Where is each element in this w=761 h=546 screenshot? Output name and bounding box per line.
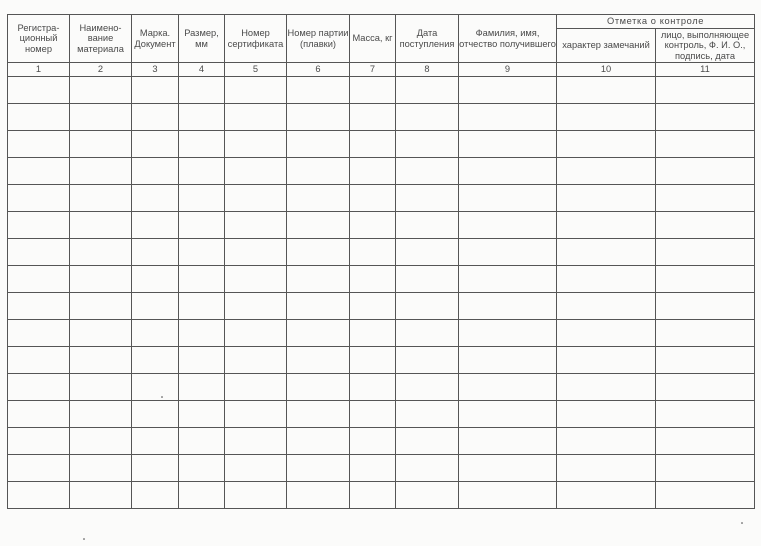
table-row: [8, 212, 755, 239]
empty-cell: [656, 266, 755, 293]
empty-cell: [179, 104, 225, 131]
empty-cell: [225, 347, 287, 374]
empty-cell: [8, 158, 70, 185]
empty-cell: [8, 293, 70, 320]
empty-cell: [656, 104, 755, 131]
empty-cell: [225, 374, 287, 401]
empty-cell: [350, 347, 396, 374]
table-row: [8, 185, 755, 212]
empty-cell: [350, 482, 396, 509]
empty-cell: [459, 239, 557, 266]
empty-cell: [179, 482, 225, 509]
empty-cell: [396, 428, 459, 455]
empty-cell: [70, 212, 132, 239]
empty-cell: [396, 77, 459, 104]
empty-cell: [70, 347, 132, 374]
empty-cell: [656, 347, 755, 374]
empty-cell: [557, 347, 656, 374]
empty-cell: [225, 320, 287, 347]
column-number: 5: [225, 63, 287, 77]
empty-cell: [179, 266, 225, 293]
empty-cell: [459, 77, 557, 104]
empty-cell: [132, 185, 179, 212]
empty-cell: [8, 104, 70, 131]
empty-cell: [557, 131, 656, 158]
empty-cell: [396, 158, 459, 185]
empty-cell: [179, 293, 225, 320]
empty-cell: [656, 239, 755, 266]
table-row: [8, 239, 755, 266]
empty-cell: [132, 293, 179, 320]
empty-cell: [557, 482, 656, 509]
empty-cell: [287, 131, 350, 158]
empty-cell: [225, 158, 287, 185]
empty-cell: [557, 185, 656, 212]
header-recipient-name: Фамилия, имя, отчество получившего: [459, 15, 557, 63]
table-row: [8, 428, 755, 455]
empty-cell: [8, 212, 70, 239]
empty-cell: [557, 293, 656, 320]
header-control-mark: Отметка о контроле: [557, 15, 755, 29]
empty-cell: [656, 374, 755, 401]
empty-cell: [8, 374, 70, 401]
empty-cell: [8, 455, 70, 482]
empty-cell: [8, 131, 70, 158]
empty-cell: [396, 482, 459, 509]
empty-cell: [557, 158, 656, 185]
empty-cell: [459, 266, 557, 293]
empty-cell: [8, 266, 70, 293]
empty-cell: [179, 401, 225, 428]
empty-cell: [179, 428, 225, 455]
empty-cell: [350, 266, 396, 293]
empty-cell: [70, 320, 132, 347]
empty-cell: [557, 401, 656, 428]
column-number: 7: [350, 63, 396, 77]
table-row: [8, 293, 755, 320]
empty-cell: [132, 212, 179, 239]
empty-cell: [287, 158, 350, 185]
column-number: 8: [396, 63, 459, 77]
empty-cell: [396, 347, 459, 374]
empty-cell: [350, 77, 396, 104]
empty-cell: [287, 293, 350, 320]
form-sheet: [7, 14, 754, 515]
empty-cell: [132, 482, 179, 509]
empty-cell: [656, 428, 755, 455]
empty-cell: [8, 347, 70, 374]
empty-cell: [350, 401, 396, 428]
column-number: 1: [8, 63, 70, 77]
empty-cell: [287, 212, 350, 239]
header-mass: Масса, кг: [350, 15, 396, 63]
empty-cell: [656, 77, 755, 104]
header-inspector: лицо, выполняющее контроль, Ф. И. О., подпись, дата: [656, 29, 755, 63]
empty-cell: [557, 77, 656, 104]
empty-cell: [396, 239, 459, 266]
empty-cell: [350, 158, 396, 185]
empty-cell: [656, 320, 755, 347]
header-batch-number: Номер партии (плавки): [287, 15, 350, 63]
empty-cell: [350, 293, 396, 320]
empty-cell: [557, 239, 656, 266]
empty-cell: [396, 266, 459, 293]
empty-cell: [70, 77, 132, 104]
empty-cell: [287, 239, 350, 266]
empty-cell: [287, 347, 350, 374]
empty-cell: [70, 293, 132, 320]
empty-cell: [225, 77, 287, 104]
empty-cell: [287, 77, 350, 104]
empty-cell: [225, 266, 287, 293]
empty-cell: [179, 455, 225, 482]
empty-cell: [396, 104, 459, 131]
column-number: 2: [70, 63, 132, 77]
empty-cell: [179, 131, 225, 158]
header-receipt-date: Дата поступления: [396, 15, 459, 63]
header-certificate-number: Номер сертификата: [225, 15, 287, 63]
empty-cell: [225, 293, 287, 320]
empty-cell: [179, 77, 225, 104]
empty-cell: [132, 104, 179, 131]
empty-cell: [287, 428, 350, 455]
header-material-name: Наимено-вание материала: [70, 15, 132, 63]
empty-cell: [350, 131, 396, 158]
column-number: 11: [656, 63, 755, 77]
empty-cell: [132, 131, 179, 158]
empty-cell: [459, 131, 557, 158]
empty-cell: [459, 482, 557, 509]
empty-cell: [70, 455, 132, 482]
empty-cell: [287, 455, 350, 482]
empty-cell: [132, 428, 179, 455]
empty-cell: [350, 239, 396, 266]
empty-cell: [656, 293, 755, 320]
empty-cell: [557, 104, 656, 131]
table-row: [8, 131, 755, 158]
empty-cell: [179, 320, 225, 347]
empty-cell: [396, 374, 459, 401]
empty-cell: [179, 239, 225, 266]
empty-cell: [132, 455, 179, 482]
empty-cell: [70, 428, 132, 455]
empty-cell: [656, 482, 755, 509]
empty-cell: [656, 185, 755, 212]
empty-cell: [287, 104, 350, 131]
empty-cell: [287, 266, 350, 293]
table-row: [8, 401, 755, 428]
empty-cell: [459, 374, 557, 401]
column-number: 3: [132, 63, 179, 77]
table-row: [8, 455, 755, 482]
empty-cell: [396, 455, 459, 482]
empty-cell: [132, 77, 179, 104]
empty-cell: [70, 401, 132, 428]
empty-cell: [557, 266, 656, 293]
empty-cell: [8, 401, 70, 428]
empty-cell: [179, 185, 225, 212]
empty-cell: [225, 185, 287, 212]
empty-cell: [350, 455, 396, 482]
scan-speck: [83, 538, 85, 540]
empty-cell: [179, 212, 225, 239]
column-number: 6: [287, 63, 350, 77]
empty-cell: [459, 158, 557, 185]
empty-cell: [557, 320, 656, 347]
empty-cell: [225, 401, 287, 428]
empty-cell: [656, 455, 755, 482]
empty-cell: [132, 401, 179, 428]
column-number: 10: [557, 63, 656, 77]
empty-cell: [8, 185, 70, 212]
empty-cell: [459, 212, 557, 239]
header-registration-number: Регистра-ционный номер: [8, 15, 70, 63]
table-row: [8, 320, 755, 347]
empty-cell: [70, 131, 132, 158]
table-row: [8, 374, 755, 401]
empty-cell: [459, 455, 557, 482]
empty-cell: [557, 374, 656, 401]
empty-cell: [225, 239, 287, 266]
empty-cell: [287, 401, 350, 428]
empty-cell: [350, 212, 396, 239]
empty-cell: [396, 293, 459, 320]
empty-cell: [225, 428, 287, 455]
empty-cell: [132, 239, 179, 266]
empty-cell: [350, 320, 396, 347]
empty-cell: [179, 158, 225, 185]
empty-cell: [656, 131, 755, 158]
empty-cell: [396, 320, 459, 347]
empty-cell: [8, 77, 70, 104]
empty-cell: [8, 239, 70, 266]
table-row: [8, 482, 755, 509]
receipt-control-table: [7, 14, 755, 509]
empty-cell: [132, 158, 179, 185]
empty-cell: [8, 482, 70, 509]
column-number: 4: [179, 63, 225, 77]
empty-cell: [70, 482, 132, 509]
empty-cell: [459, 293, 557, 320]
empty-cell: [225, 104, 287, 131]
table-row: [8, 104, 755, 131]
empty-cell: [287, 374, 350, 401]
table-row: [8, 347, 755, 374]
empty-cell: [287, 185, 350, 212]
empty-cell: [656, 401, 755, 428]
empty-cell: [459, 401, 557, 428]
empty-cell: [287, 482, 350, 509]
empty-cell: [70, 239, 132, 266]
empty-cell: [459, 320, 557, 347]
column-number: 9: [459, 63, 557, 77]
empty-cell: [350, 104, 396, 131]
table-row: [8, 266, 755, 293]
empty-cell: [132, 374, 179, 401]
empty-cell: [459, 185, 557, 212]
empty-cell: [656, 158, 755, 185]
empty-cell: [8, 428, 70, 455]
empty-cell: [179, 347, 225, 374]
empty-cell: [557, 428, 656, 455]
header-remarks-nature: характер замечаний: [557, 29, 656, 63]
empty-cell: [70, 266, 132, 293]
empty-cell: [459, 428, 557, 455]
scan-speck: [161, 396, 163, 398]
empty-cell: [225, 455, 287, 482]
empty-cell: [70, 374, 132, 401]
empty-cell: [557, 455, 656, 482]
empty-cell: [396, 131, 459, 158]
empty-cell: [225, 212, 287, 239]
header-size: Размер, мм: [179, 15, 225, 63]
scan-speck: [741, 522, 743, 524]
empty-cell: [396, 185, 459, 212]
empty-cell: [287, 320, 350, 347]
empty-cell: [557, 212, 656, 239]
empty-cell: [350, 185, 396, 212]
empty-cell: [396, 401, 459, 428]
empty-cell: [459, 104, 557, 131]
table-row: [8, 158, 755, 185]
empty-cell: [179, 374, 225, 401]
empty-cell: [132, 320, 179, 347]
empty-cell: [350, 428, 396, 455]
empty-cell: [350, 374, 396, 401]
empty-cell: [70, 158, 132, 185]
empty-cell: [396, 212, 459, 239]
empty-cell: [132, 347, 179, 374]
empty-cell: [132, 266, 179, 293]
empty-cell: [225, 482, 287, 509]
empty-cell: [8, 320, 70, 347]
header-grade-document: Марка. Документ: [132, 15, 179, 63]
empty-cell: [70, 104, 132, 131]
empty-cell: [225, 131, 287, 158]
table-row: [8, 77, 755, 104]
empty-cell: [70, 185, 132, 212]
empty-cell: [459, 347, 557, 374]
empty-cell: [656, 212, 755, 239]
column-number-row: [8, 63, 755, 77]
